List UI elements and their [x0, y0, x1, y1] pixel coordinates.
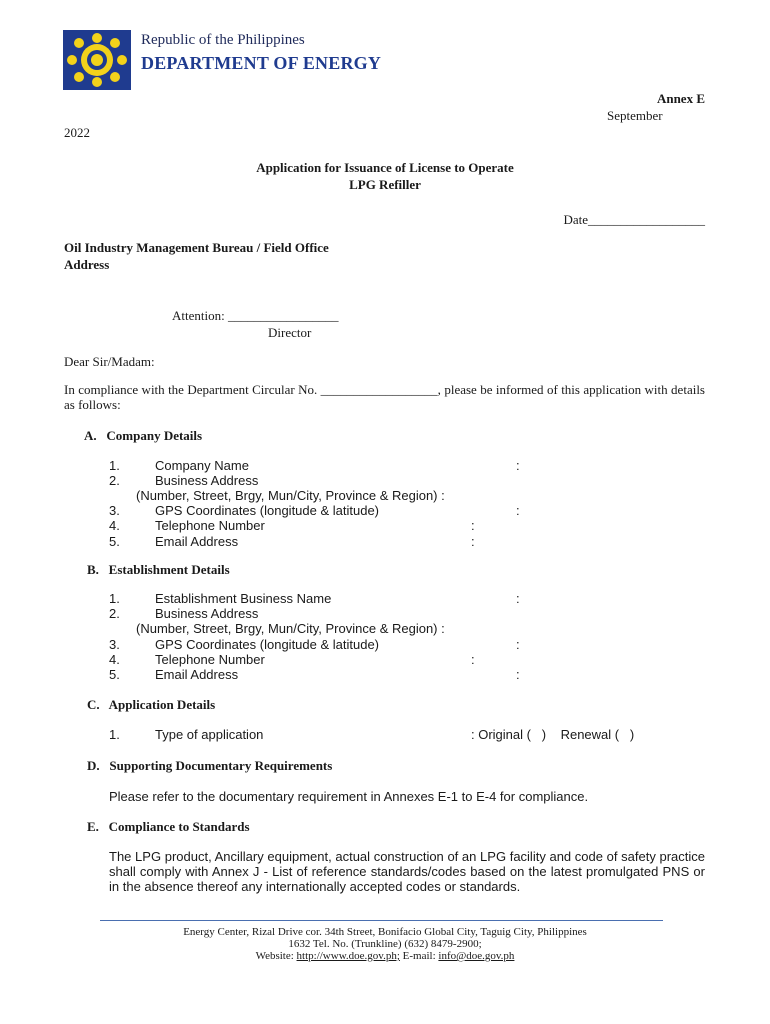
- header-republic: Republic of the Philippines: [141, 32, 305, 48]
- title-line-2: LPG Refiller: [349, 177, 421, 192]
- email-link[interactable]: info@doe.gov.ph: [438, 950, 515, 962]
- a-item-label: Telephone Number: [155, 518, 265, 533]
- salutation: Dear Sir/Madam:: [64, 354, 155, 369]
- b-item-num: 1.: [109, 591, 120, 606]
- email-label: E-mail:: [399, 950, 439, 962]
- a-item-colon: :: [516, 503, 520, 518]
- b-item-num: 3.: [109, 637, 120, 652]
- addressee-line-2: Address: [64, 257, 110, 272]
- section-c-heading: C. Application Details: [87, 697, 216, 712]
- website-link[interactable]: http://www.doe.gov.ph;: [296, 950, 400, 962]
- footer-contact: [0, 950, 770, 962]
- title-line-1: Application for Issuance of License to Operate: [256, 160, 514, 175]
- b-item-colon: :: [516, 667, 520, 682]
- c-item-label: Type of application: [155, 727, 264, 742]
- b-item-label: Email Address: [155, 667, 239, 682]
- a-item-colon: :: [516, 458, 520, 473]
- section-a-heading: A. Company Details: [84, 428, 203, 443]
- director-label: Director: [268, 325, 312, 340]
- doe-seal-logo: [63, 30, 131, 90]
- footer-address: Energy Center, Rizal Drive cor. 34th Street, Bonifacio Global City, Taguig City, Philippines: [183, 926, 587, 938]
- footer-phone: 1632 Tel. No. (Trunkline) (632) 8479-2900;: [288, 938, 482, 950]
- a-item-num: 5.: [109, 534, 120, 549]
- a-item-colon: :: [471, 534, 475, 549]
- intro-paragraph: In compliance with the Department Circular No. __________________, please be informed of this application with details as follows:: [64, 382, 705, 412]
- a-item-label: Business Address: [155, 473, 259, 488]
- a-item-label: GPS Coordinates (longitude & latitude): [155, 503, 380, 518]
- a-item-label: Company Name: [155, 458, 249, 473]
- application-type-options: : Original ( ) Renewal ( ): [471, 727, 635, 742]
- b-item-label: GPS Coordinates (longitude & latitude): [155, 637, 380, 652]
- date-field: Date__________________: [563, 212, 705, 227]
- b-item-colon: :: [471, 652, 475, 667]
- c-item-num: 1.: [109, 727, 120, 742]
- b-item-label: Telephone Number: [155, 652, 265, 667]
- a-item-num: 4.: [109, 518, 120, 533]
- section-e-heading: E. Compliance to Standards: [87, 819, 250, 834]
- section-e-text: The LPG product, Ancillary equipment, actual construction of an LPG facility and code of safety practice shall comply with Annex J - List of reference standards/codes based on the latest promulgated PNS or in the absence thereof any internationally accepted codes or standards.: [109, 849, 705, 894]
- date-year: 2022: [64, 125, 90, 140]
- a-item-label: Email Address: [155, 534, 239, 549]
- footer-divider: [100, 920, 663, 921]
- addressee-line-1: Oil Industry Management Bureau / Field Office: [64, 240, 329, 255]
- b-item-label: Establishment Business Name: [155, 591, 332, 606]
- section-b-heading: B. Establishment Details: [87, 562, 230, 577]
- a-item-label: (Number, Street, Brgy, Mun/City, Province & Region) :: [136, 488, 445, 503]
- b-item-colon: :: [516, 591, 520, 606]
- a-item-colon: :: [471, 518, 475, 533]
- section-d-text: Please refer to the documentary requirement in Annexes E-1 to E-4 for compliance.: [109, 789, 589, 804]
- a-item-num: 1.: [109, 458, 120, 473]
- b-item-colon: :: [516, 637, 520, 652]
- b-item-label: Business Address: [155, 606, 259, 621]
- b-item-label: (Number, Street, Brgy, Mun/City, Province & Region) :: [136, 621, 445, 636]
- a-item-num: 3.: [109, 503, 120, 518]
- sun-seal-icon: [63, 30, 131, 90]
- header-department: DEPARTMENT OF ENERGY: [141, 53, 382, 73]
- website-label: Website:: [255, 950, 297, 962]
- b-item-num: 4.: [109, 652, 120, 667]
- attention-line: Attention: _________________: [172, 308, 339, 323]
- date-month: September: [607, 108, 663, 123]
- b-item-num: 2.: [109, 606, 120, 621]
- b-item-num: 5.: [109, 667, 120, 682]
- section-d-heading: D. Supporting Documentary Requirements: [87, 758, 333, 773]
- annex-label: Annex E: [656, 91, 705, 106]
- a-item-num: 2.: [109, 473, 120, 488]
